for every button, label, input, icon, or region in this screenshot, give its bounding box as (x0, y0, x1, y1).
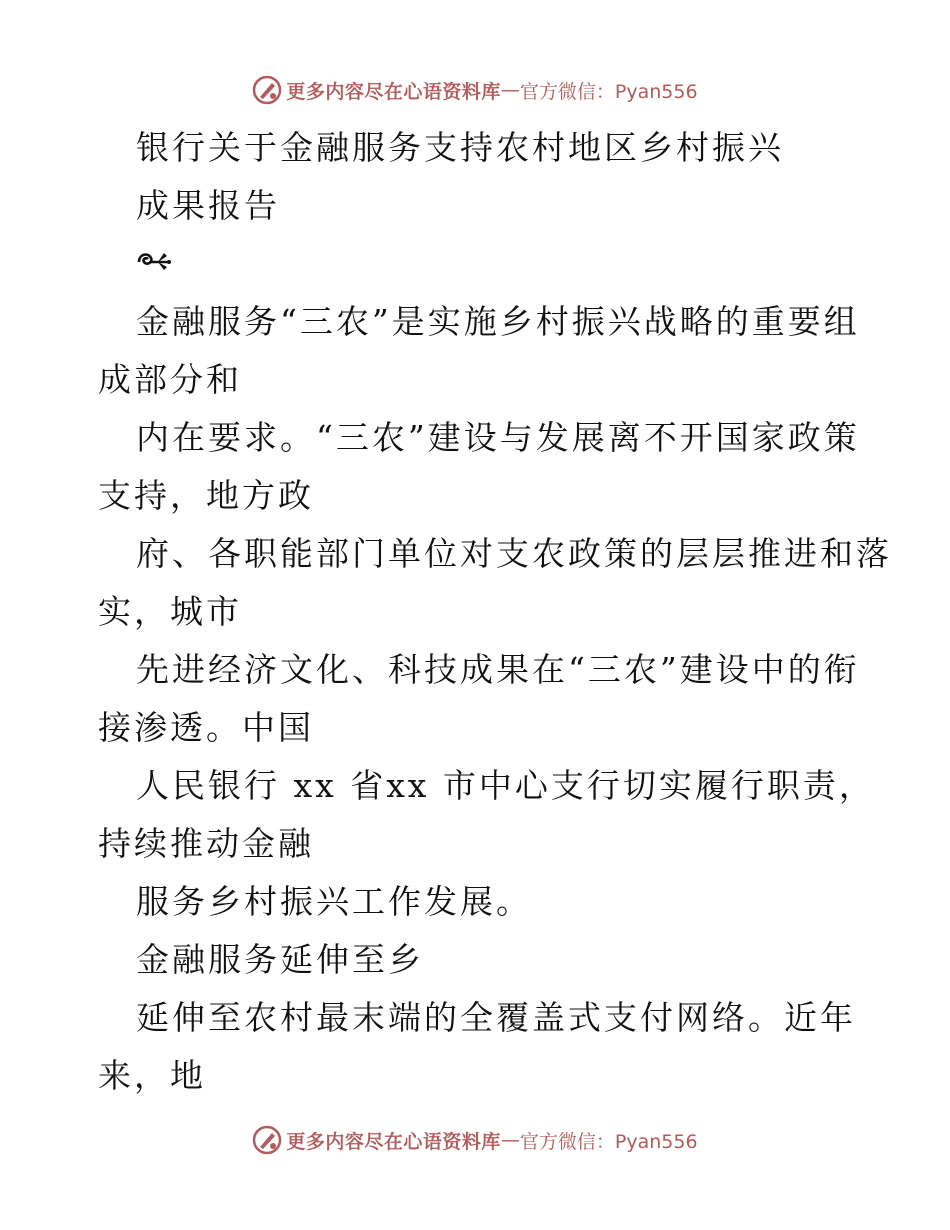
doc-paragraph-line: 接渗透。中国 (98, 708, 314, 747)
quill-logo-icon (252, 75, 282, 105)
doc-paragraph-line: 持续推动金融 (98, 824, 314, 863)
doc-paragraph-line: 人民银行 xx 省xx 市中心支行切实履行职责， (136, 766, 875, 805)
doc-title-line-2: 成果报告 (136, 186, 280, 225)
banner-separator: — (500, 1129, 520, 1151)
doc-section-heading: 金融服务延伸至乡 (136, 940, 424, 979)
doc-paragraph-line: 实，城市 (98, 592, 242, 631)
doc-paragraph-line: 金融服务“三农”是实施乡村振兴战略的重要组 (136, 302, 860, 341)
doc-paragraph-line: 内在要求。“三农”建设与发展离不开国家政策 (136, 418, 860, 457)
banner-main-text: 更多内容尽在心语资料库 (286, 80, 501, 103)
banner-separator: — (500, 79, 520, 101)
doc-title-line-1: 银行关于金融服务支持农村地区乡村振兴 (136, 128, 784, 167)
banner-wechat-text: 官方微信：Pyan556 (519, 80, 698, 103)
quill-logo-icon (252, 1125, 282, 1155)
banner-wechat-text: 官方微信：Pyan556 (519, 1130, 698, 1153)
banner-main-text: 更多内容尽在心语资料库 (286, 1130, 501, 1153)
footer-banner (0, 1122, 950, 1158)
fleuron-icon (136, 248, 172, 274)
doc-paragraph-line: 成部分和 (98, 360, 242, 399)
doc-paragraph-line: 支持，地方政 (98, 476, 314, 515)
doc-paragraph-line: 延伸至农村最末端的全覆盖式支付网络。近年 (136, 998, 856, 1037)
header-banner (0, 72, 950, 108)
doc-paragraph-line: 来，地 (98, 1056, 206, 1095)
doc-paragraph-line: 先进经济文化、科技成果在“三农”建设中的衔 (136, 650, 860, 689)
doc-paragraph-line: 服务乡村振兴工作发展。 (136, 882, 532, 921)
doc-paragraph-line: 府、各职能部门单位对支农政策的层层推进和落 (136, 534, 892, 573)
